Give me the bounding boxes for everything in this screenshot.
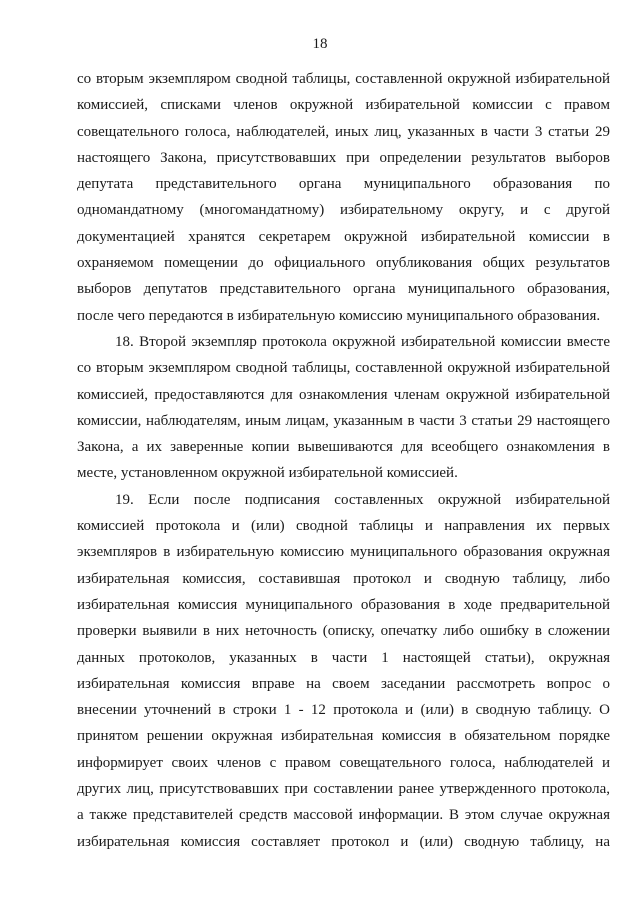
text-line: одномандатному (многомандатному) избирательному округу, и с другой bbox=[77, 202, 610, 219]
text-line: принятом решении окружная избирательная комиссия в обязательном порядке bbox=[77, 728, 610, 745]
text-line: выборов депутатов представительного органа муниципального образования, bbox=[77, 281, 610, 298]
text-line: месте, установленном окружной избирательной комиссией. bbox=[77, 465, 458, 482]
document-body bbox=[77, 66, 610, 855]
text-line: охраняемом помещении до официального опубликования общих результатов bbox=[77, 255, 610, 272]
text-line: внесении уточнений в строки 1 - 12 протокола и (или) в сводную таблицу. О bbox=[77, 702, 610, 719]
text-line: со вторым экземпляром сводной таблицы, составленной окружной избирательной bbox=[77, 360, 610, 377]
text-line: комиссией, предоставляются для ознакомления членам окружной избирательной bbox=[77, 386, 610, 403]
text-line: совещательного голоса, наблюдателей, иных лиц, указанных в части 3 статьи 29 bbox=[77, 123, 610, 140]
text-line: 18. Второй экземпляр протокола окружной избирательной комиссии вместе bbox=[115, 333, 610, 350]
text-line: документацией хранятся секретарем окружной избирательной комиссии в bbox=[77, 228, 610, 245]
text-line: Закона, а их заверенные копии вывешиваются для всеобщего ознакомления в bbox=[77, 439, 610, 456]
page-number: 18 bbox=[312, 36, 328, 52]
text-line: избирательная комиссия вправе на своем заседании рассмотреть вопрос о bbox=[77, 675, 610, 692]
text-line: 19. Если после подписания составленных окружной избирательной bbox=[115, 491, 610, 508]
text-line: экземпляров в избирательную комиссию муниципального образования окружная bbox=[77, 544, 610, 561]
paragraph-18 bbox=[77, 329, 610, 487]
text-line: а также представителей средств массовой информации. В этом случае окружная bbox=[77, 807, 610, 824]
text-line: избирательная комиссия муниципального образования в ходе предварительной bbox=[77, 596, 610, 613]
text-line: избирательная комиссия, составившая протокол и сводную таблицу, либо bbox=[77, 570, 610, 587]
paragraph-continued bbox=[77, 66, 610, 329]
text-line: настоящего Закона, присутствовавших при определении результатов выборов bbox=[77, 149, 610, 166]
text-line: со вторым экземпляром сводной таблицы, составленной окружной избирательной bbox=[77, 71, 610, 87]
text-line: избирательная комиссия составляет протокол и (или) сводную таблицу, на bbox=[77, 833, 610, 850]
text-line: комиссией, списками членов окружной избирательной комиссии с правом bbox=[77, 97, 610, 114]
text-line: информирует своих членов с правом совещательного голоса, наблюдателей и bbox=[77, 754, 610, 771]
text-line: других лиц, присутствовавших при составлении ранее утвержденного протокола, bbox=[77, 781, 610, 798]
text-line: депутата представительного органа муниципального образования по bbox=[77, 176, 610, 193]
text-line: данных протоколов, указанных в части 1 настоящей статьи), окружная bbox=[77, 649, 610, 666]
text-line: комиссии, наблюдателям, иным лицам, указанным в части 3 статьи 29 настоящего bbox=[77, 412, 610, 429]
text-line: после чего передаются в избирательную комиссию муниципального образования. bbox=[77, 307, 601, 324]
paragraph-19 bbox=[77, 487, 610, 855]
text-line: комиссией протокола и (или) сводной таблицы и направления их первых bbox=[77, 518, 610, 535]
text-line: проверки выявили в них неточность (описку, опечатку либо ошибку в сложении bbox=[77, 623, 610, 640]
